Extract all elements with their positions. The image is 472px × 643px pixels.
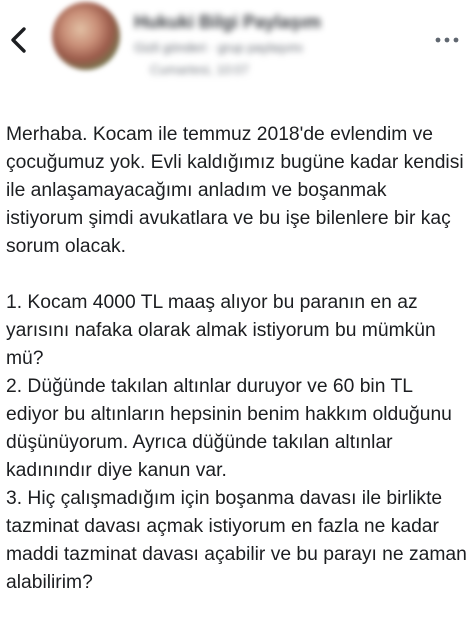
more-dots-icon	[435, 37, 459, 43]
question-3: 3. Hiç çalışmadığım için boşanma davası ile birlikte tazminat davası açmak istiyorum en fazla ne kadar maddi tazminat davası açabilir ve bu parayı ne zaman alabilirim?	[6, 488, 467, 593]
post-timestamp[interactable]: Cumartesi, 10:07	[150, 62, 249, 77]
post-body	[6, 121, 468, 597]
paragraph-gap	[6, 261, 468, 289]
more-options-button[interactable]	[432, 28, 462, 52]
group-name[interactable]: Hukuki Bilgi Paylaşım	[134, 12, 322, 32]
back-button[interactable]	[4, 22, 32, 58]
chevron-left-icon	[9, 26, 27, 54]
question-1: 1. Kocam 4000 TL maaş alıyor bu paranın en az yarısını nafaka olarak almak istiyorum bu mümkün mü?	[6, 292, 436, 369]
group-subtitle: Gizli gönderi · grup paylaşımı	[134, 40, 304, 55]
post-intro: Merhaba. Kocam ile temmuz 2018'de evlendim ve çocuğumuz yok. Evli kaldığımız bugüne kadar kendisi ile anlaşamayacağımı anladım ve boşanmak istiyorum şimdi avukatlara ve bu işe bilenlere bir kaç sorum olacak.	[6, 124, 464, 257]
post-header	[0, 0, 472, 88]
group-avatar[interactable]	[52, 2, 120, 70]
question-2: 2. Düğünde takılan altınlar duruyor ve 60 bin TL ediyor bu altınların hepsinin benim hakkım olduğunu düşünüyorum. Ayrıca düğünde takılan altınlar kadınındır diye kanun var.	[6, 376, 452, 481]
